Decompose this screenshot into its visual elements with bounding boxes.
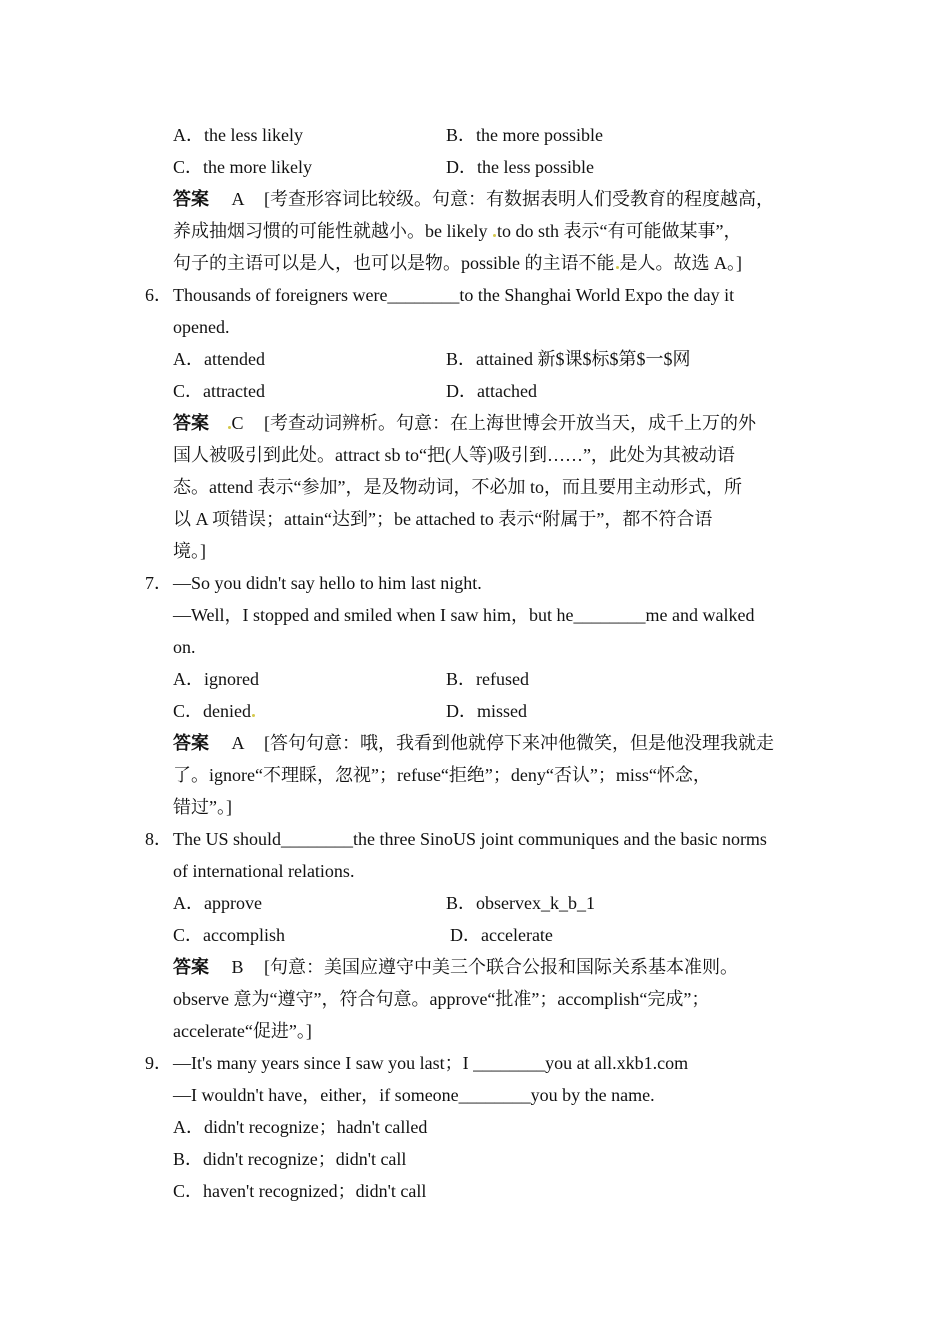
answer-label: 答案 bbox=[173, 733, 209, 753]
q8-option-b: B．observex_k_b_1 bbox=[446, 893, 595, 913]
answer-letter: C bbox=[231, 413, 244, 433]
q9-option-c: C．haven't recognized；didn't call bbox=[173, 1181, 427, 1201]
dot-mark bbox=[493, 234, 496, 237]
q5-answer-line-3 bbox=[173, 252, 742, 274]
q8-answer-line-3: accelerate“促进”。] bbox=[173, 1021, 312, 1041]
q8-answer-line-2: observe 意为“遵守”，符合句意。approve“批准”；accomplish“完成”； bbox=[173, 989, 710, 1009]
dot-mark bbox=[616, 266, 619, 269]
q5-option-b: B．the more possible bbox=[446, 125, 603, 145]
q9-option-a: A．didn't recognize；hadn't called bbox=[173, 1117, 428, 1137]
q5-option-d: D．the less possible bbox=[446, 157, 594, 177]
question-6-number: 6． bbox=[145, 285, 172, 305]
q5-option-a: A．the less likely bbox=[173, 125, 303, 145]
answer-explanation: [句意：美国应遵守中美三个联合公报和国际关系基本准则。 bbox=[264, 957, 739, 977]
answer-label: 答案 bbox=[173, 957, 209, 977]
answer-label: 答案 bbox=[173, 413, 209, 433]
question-8-number: 8． bbox=[145, 829, 172, 849]
q9-option-b: B．didn't recognize；didn't call bbox=[173, 1149, 407, 1169]
question-7-text-cont: on. bbox=[173, 637, 196, 657]
q5-answer-line-1 bbox=[173, 188, 774, 210]
q6-answer-line-2: 国人被吸引到此处。attract sb to“把(人等)吸引到……”，此处为其被动语 bbox=[173, 445, 735, 465]
q7-answer-line-2: 了。ignore“不理睬，忽视”；refuse“拒绝”；deny“否认”；miss“怀念， bbox=[173, 765, 711, 785]
q6-answer-line-5: 境。] bbox=[173, 541, 206, 561]
answer-explanation: 句子的主语可以是人，也可以是物。possible 的主语不能 bbox=[173, 253, 615, 273]
q6-option-b: B．attained 新$课$标$第$一$网 bbox=[446, 349, 691, 369]
answer-explanation: [考查形容词比较级。句意：有数据表明人们受教育的程度越高， bbox=[264, 189, 775, 209]
q7-option-b: B．refused bbox=[446, 669, 529, 689]
question-9-text: —It's many years since I saw you last；I ________you at all.xkb1.com bbox=[173, 1053, 689, 1073]
answer-explanation: 养成抽烟习惯的可能性就越小。be likely bbox=[173, 221, 492, 241]
question-9-number: 9． bbox=[145, 1053, 172, 1073]
q7-option-c-row bbox=[173, 700, 256, 722]
q8-option-d: D．accelerate bbox=[450, 925, 553, 945]
answer-letter: B bbox=[231, 957, 244, 977]
q6-answer-line-3: 态。attend 表示“参加”，是及物动词，不必加 to，而且要用主动形式，所 bbox=[173, 477, 742, 497]
answer-letter: A bbox=[231, 733, 244, 753]
question-7-text: —So you didn't say hello to him last night. bbox=[173, 573, 482, 593]
q8-answer-line-1 bbox=[173, 956, 738, 978]
q6-option-c: C．attracted bbox=[173, 381, 265, 401]
answer-explanation: to do sth 表示“有可能做某事”， bbox=[496, 221, 742, 241]
q7-option-c: C．denied bbox=[173, 701, 251, 721]
q6-option-a: A．attended bbox=[173, 349, 265, 369]
question-8-text-cont: of international relations. bbox=[173, 861, 355, 881]
question-6-text-cont: opened. bbox=[173, 317, 230, 337]
dot-mark bbox=[228, 426, 231, 429]
q7-answer-line-3: 错过”。] bbox=[173, 797, 232, 817]
q5-option-c: C．the more likely bbox=[173, 157, 312, 177]
q7-option-d: D．missed bbox=[446, 701, 527, 721]
answer-letter: A bbox=[231, 189, 244, 209]
q8-option-c: C．accomplish bbox=[173, 925, 285, 945]
q6-answer-line-1 bbox=[173, 412, 756, 434]
answer-label: 答案 bbox=[173, 189, 209, 209]
answer-explanation: [考查动词辨析。句意：在上海世博会开放当天，成千上万的外 bbox=[264, 413, 757, 433]
q6-option-d: D．attached bbox=[446, 381, 537, 401]
q7-option-a: A．ignored bbox=[173, 669, 259, 689]
question-6-text: Thousands of foreigners were________to the Shanghai World Expo the day it bbox=[173, 285, 735, 305]
q8-option-a: A．approve bbox=[173, 893, 262, 913]
question-9-text-cont: —I wouldn't have，either，if someone________you by the name. bbox=[173, 1085, 655, 1105]
question-7-text-cont: —Well，I stopped and smiled when I saw him，but he________me and walked bbox=[173, 605, 755, 625]
answer-explanation: 是人。故选 A。] bbox=[619, 253, 742, 273]
answer-explanation: [答句句意：哦，我看到他就停下来冲他微笑，但是他没理我就走 bbox=[264, 733, 775, 753]
question-8-text: The US should________the three SinoUS joint communiques and the basic norms bbox=[173, 829, 767, 849]
dot-mark bbox=[252, 714, 255, 717]
question-7-number: 7． bbox=[145, 573, 172, 593]
q5-answer-line-2 bbox=[173, 220, 741, 242]
q6-answer-line-4: 以 A 项错误；attain“达到”；be attached to 表示“附属于”，都不符合语 bbox=[173, 509, 713, 529]
q7-answer-line-1 bbox=[173, 732, 774, 754]
